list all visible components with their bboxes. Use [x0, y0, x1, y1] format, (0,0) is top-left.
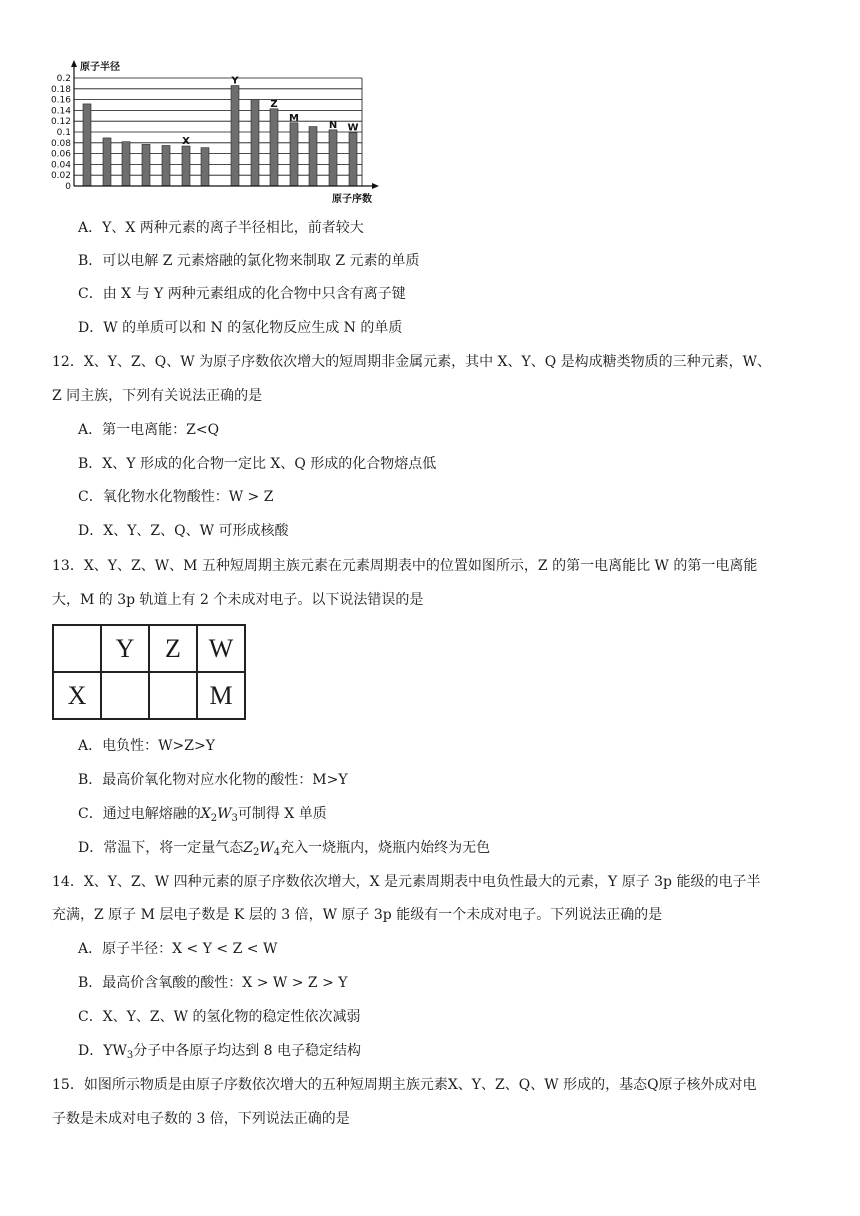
formula: $Z_2W_4$: [243, 840, 281, 858]
bar: [270, 109, 278, 186]
q14-stem-line1: 14．X、Y、Z、W 四种元素的原子序数依次增大，X 是元素周期表中电负性最大的元素，Y 原子 3p 能级的电子半: [52, 874, 761, 890]
bar: [251, 100, 259, 186]
option-text: 充入一烧瓶内，烧瓶内始终为无色: [280, 840, 491, 856]
y-tick-label: 0.18: [50, 84, 71, 95]
y-tick-label: 0.2: [56, 74, 71, 84]
q11-option-c[interactable]: C．由 X 与 Y 两种元素组成的化合物中只含有离子键: [78, 286, 406, 302]
q12-option-b[interactable]: B．X、Y 形成的化合物一定比 X、Q 形成的化合物熔点低: [78, 456, 437, 472]
bar: [349, 133, 357, 186]
table-cell-x: X: [53, 672, 101, 719]
y-tick-label: 0.02: [50, 171, 71, 182]
q14-option-c[interactable]: C．X、Y、Z、W 的氢化物的稳定性依次减弱: [78, 1009, 361, 1025]
q12-option-c[interactable]: C．氧化物水化物酸性：W > Z: [78, 489, 274, 505]
y-tick-label: 0.16: [50, 95, 71, 106]
bar: [103, 138, 111, 186]
option-text: C．通过电解熔融的: [78, 806, 201, 822]
bar: [231, 86, 239, 186]
option-text: 可制得 X 单质: [237, 806, 327, 822]
bar: [162, 146, 170, 187]
bar-label: Y: [231, 75, 239, 87]
bar-label: N: [328, 119, 338, 131]
subscript: 3: [126, 1050, 134, 1061]
bar-label: Z: [270, 98, 278, 110]
q14-option-a[interactable]: A．原子半径：X < Y < Z < W: [78, 941, 278, 957]
table-cell-w: W: [197, 625, 245, 672]
y-tick-label: 0.1: [56, 128, 71, 138]
y-tick-label: 0.14: [50, 106, 71, 117]
q12-option-a[interactable]: A．第一电离能：Z<Q: [78, 422, 220, 438]
y-tick-label: 0.12: [50, 117, 71, 128]
bar-label: X: [182, 136, 190, 148]
q11-option-b[interactable]: B．可以电解 Z 元素熔融的氯化物来制取 Z 元素的单质: [78, 253, 420, 269]
x-axis-label: 原子序数: [332, 194, 372, 205]
q13-option-c[interactable]: [78, 804, 327, 824]
bar: [142, 144, 150, 186]
y-tick-label: 0.08: [50, 138, 71, 149]
table-cell: [149, 672, 197, 719]
q14-stem-line2: 充满，Z 原子 M 层电子数是 K 层的 3 倍，W 原子 3p 能级有一个未成对电子。下列说法正确的是: [52, 907, 663, 923]
y-axis-arrow: [71, 60, 77, 67]
bar-label: M: [289, 112, 299, 124]
q13-option-d[interactable]: [78, 838, 490, 858]
q12-stem-line1: 12．X、Y、Z、Q、W 为原子序数依次增大的短周期非金属元素，其中 X、Y、Q 是构成糖类物质的三种元素，W、: [52, 354, 772, 370]
table-cell: [53, 625, 101, 672]
bar: [329, 130, 337, 186]
q12-option-d[interactable]: D．X、Y、Z、Q、W 可形成核酸: [78, 523, 289, 539]
option-text: 分子中各原子均达到 8 电子稳定结构: [133, 1043, 362, 1059]
q15-stem-line2: 子数是未成对电子数的 3 倍，下列说法正确的是: [52, 1111, 350, 1127]
q15-stem-line1: 15．如图所示物质是由原子序数依次增大的五种短周期主族元素X、Y、Z、Q、W 形成的，基态Q原子核外成对电: [52, 1077, 757, 1093]
y-tick-label: 0: [65, 182, 71, 192]
q11-option-d[interactable]: D．W 的单质可以和 N 的氢化物反应生成 N 的单质: [78, 320, 403, 336]
bar: [182, 146, 190, 186]
bar: [83, 104, 91, 186]
table-cell-y: Y: [101, 625, 149, 672]
option-text: D．常温下，将一定量气态: [78, 840, 244, 856]
table-cell-m: M: [197, 672, 245, 719]
q13-stem-line2: 大，M 的 3p 轨道上有 2 个未成对电子。以下说法错误的是: [52, 592, 424, 608]
q14-option-b[interactable]: B．最高价含氧酸的酸性：X > W > Z > Y: [78, 975, 348, 991]
atomic-radius-chart: [40, 58, 400, 208]
y-tick-label: 0.06: [50, 149, 71, 160]
bar-label: W: [347, 122, 359, 134]
x-axis-arrow: [372, 183, 379, 189]
bar: [309, 127, 317, 186]
q12-stem-line2: Z 同主族，下列有关说法正确的是: [52, 388, 263, 404]
option-text: D．YW: [78, 1043, 127, 1059]
table-cell: [101, 672, 149, 719]
formula: $X_2W_3$: [200, 806, 238, 824]
q14-option-d[interactable]: [78, 1041, 361, 1061]
q11-option-a[interactable]: A．Y、X 两种元素的离子半径相比，前者较大: [78, 220, 364, 236]
q13-option-a[interactable]: A．电负性：W>Z>Y: [78, 738, 215, 754]
y-axis-label: 原子半径: [80, 62, 120, 73]
q13-option-b[interactable]: B．最高价氧化物对应水化物的酸性：M>Y: [78, 772, 348, 788]
bar: [122, 142, 130, 186]
bar: [290, 123, 298, 186]
q13-stem-line1: 13．X、Y、Z、W、M 五种短周期主族元素在元素周期表中的位置如图所示，Z 的第一电离能比 W 的第一电离能: [52, 558, 758, 574]
y-tick-label: 0.04: [50, 160, 71, 171]
periodic-position-table: [52, 624, 246, 720]
bar: [201, 148, 209, 186]
table-cell-z: Z: [149, 625, 197, 672]
